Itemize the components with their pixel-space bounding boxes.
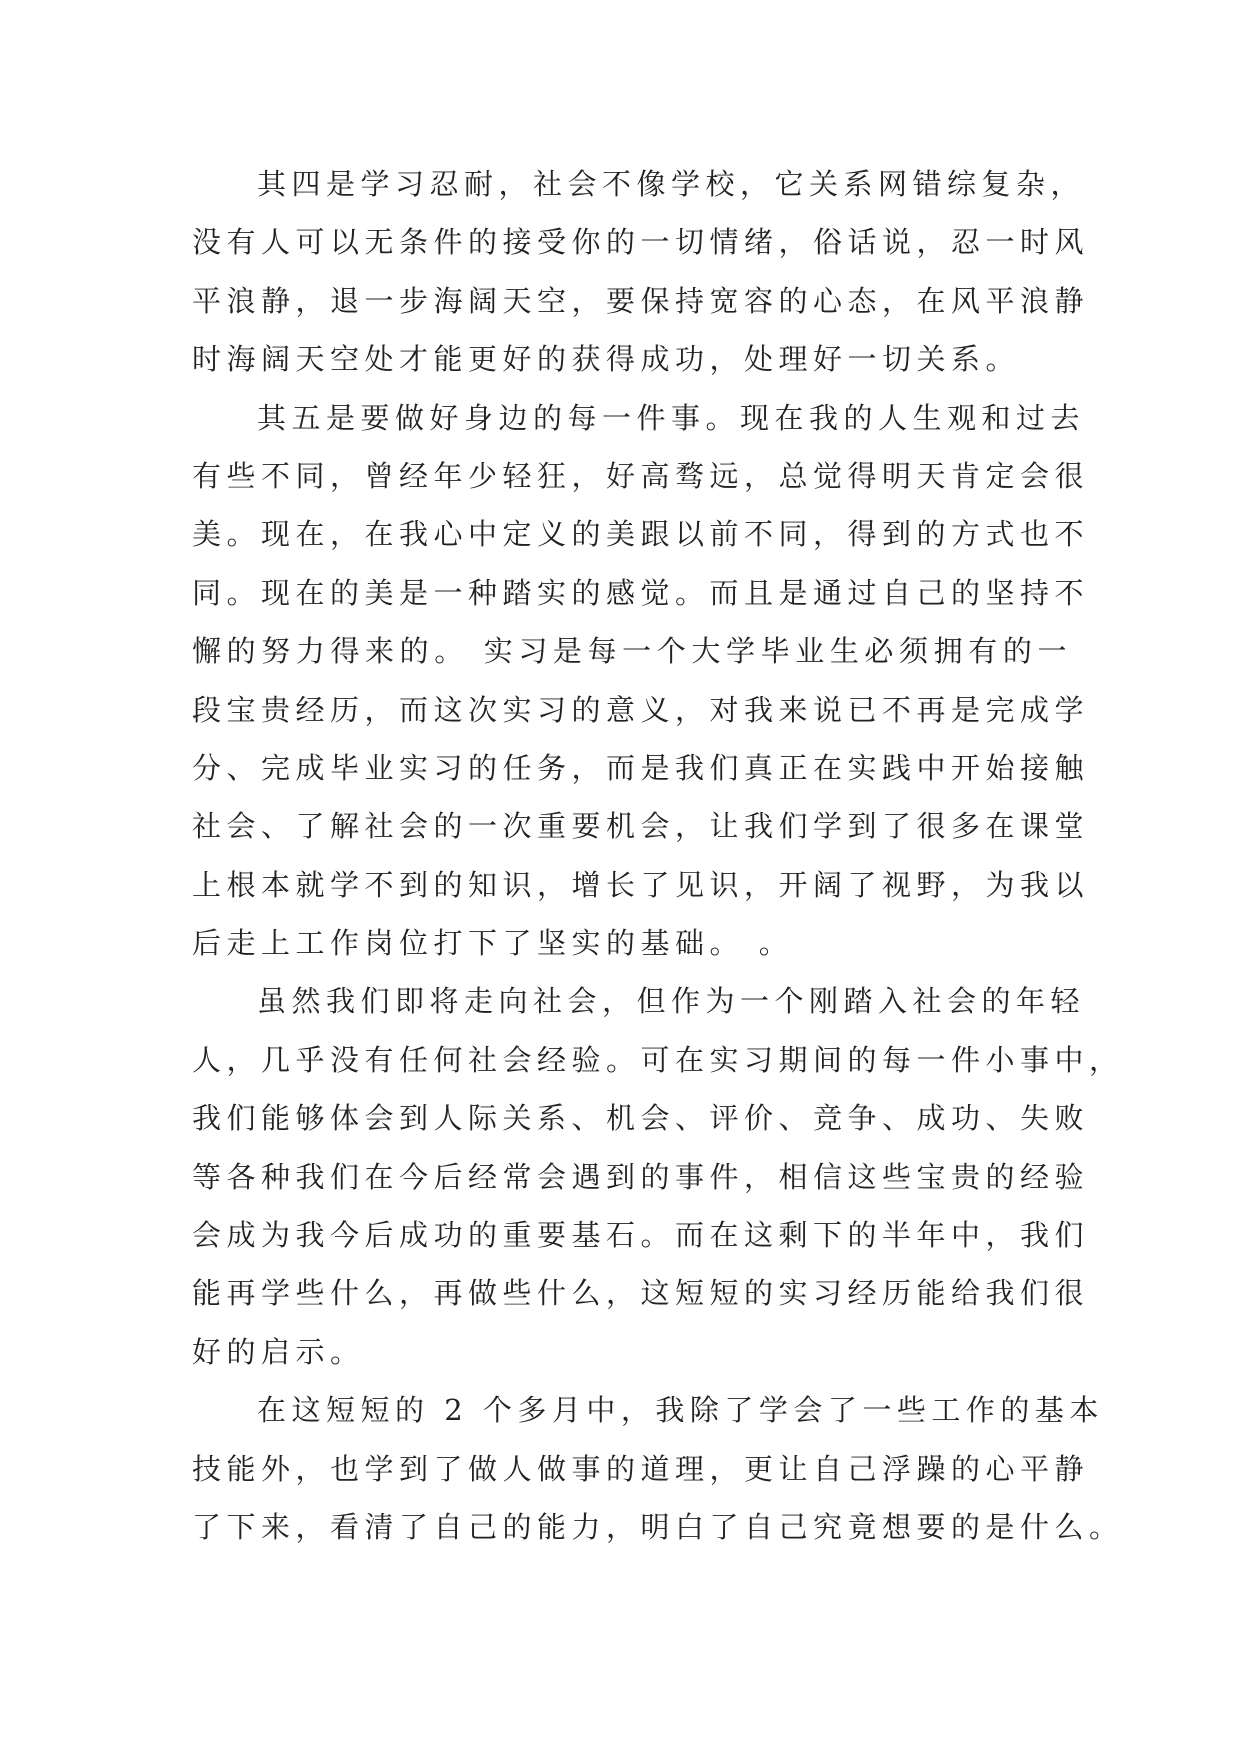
paragraph	[192, 155, 1090, 389]
text-line: 能再学些什么，再做些什么，这短短的实习经历能给我们很	[192, 1276, 1090, 1311]
paragraph	[192, 389, 1090, 973]
text-line: 段宝贵经历，而这次实习的意义，对我来说已不再是完成学	[192, 692, 1090, 727]
text-line: 有些不同，曾经年少轻狂，好高骛远，总觉得明天肯定会很	[192, 458, 1090, 493]
text-line: 我们能够体会到人际关系、机会、评价、竞争、成功、失败	[192, 1101, 1090, 1136]
text-line: 懈的努力得来的。 实习是每一个大学毕业生必须拥有的一	[192, 634, 1072, 669]
text-line: 人，几乎没有任何社会经验。可在实习期间的每一件小事中，	[192, 1042, 1124, 1077]
text-line: 等各种我们在今后经常会遇到的事件，相信这些宝贵的经验	[192, 1159, 1090, 1194]
text-line: 后走上工作岗位打下了坚实的基础。 。	[192, 926, 794, 961]
paragraph	[192, 1381, 1124, 1556]
text-line: 了下来，看清了自己的能力，明白了自己究竟想要的是什么。	[192, 1509, 1124, 1544]
text-line: 平浪静，退一步海阔天空，要保持宽容的心态，在风平浪静	[192, 283, 1090, 318]
paragraph	[192, 972, 1124, 1381]
text-line: 没有人可以无条件的接受你的一切情绪，俗话说，忍一时风	[192, 225, 1090, 260]
body-text	[192, 155, 1124, 1556]
text-line: 在这短短的 2 个多月中，我除了学会了一些工作的基本	[257, 1393, 1104, 1428]
text-line: 社会、了解社会的一次重要机会，让我们学到了很多在课堂	[192, 809, 1090, 844]
text-line: 其五是要做好身边的每一件事。现在我的人生观和过去	[257, 400, 1086, 435]
text-line: 同。现在的美是一种踏实的感觉。而且是通过自己的坚持不	[192, 575, 1090, 610]
text-line: 时海阔天空处才能更好的获得成功，处理好一切关系。	[192, 342, 1021, 377]
text-line: 其四是学习忍耐，社会不像学校，它关系网错综复杂，	[257, 167, 1086, 201]
text-line: 分、完成毕业实习的任务，而是我们真正在实践中开始接触	[192, 750, 1090, 785]
text-line: 虽然我们即将走向社会，但作为一个刚踏入社会的年轻	[257, 984, 1086, 1019]
text-line: 美。现在，在我心中定义的美跟以前不同，得到的方式也不	[192, 517, 1090, 552]
text-line: 好的启示。	[192, 1334, 365, 1369]
text-line: 技能外，也学到了做人做事的道理，更让自己浮躁的心平静	[192, 1451, 1090, 1486]
text-line: 会成为我今后成功的重要基石。而在这剩下的半年中，我们	[192, 1218, 1090, 1253]
text-line: 上根本就学不到的知识，增长了见识，开阔了视野，为我以	[192, 867, 1090, 902]
